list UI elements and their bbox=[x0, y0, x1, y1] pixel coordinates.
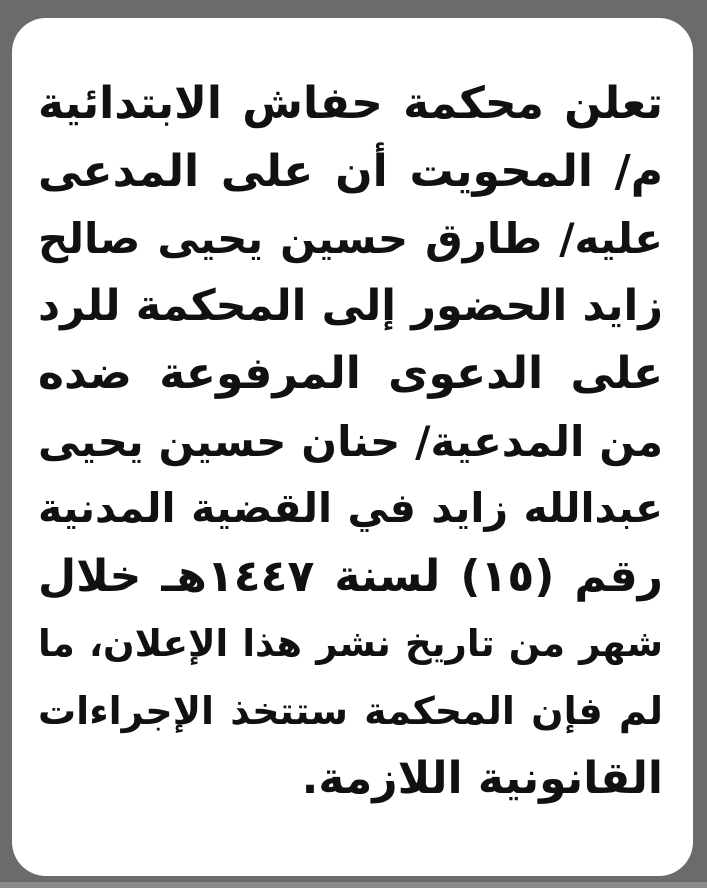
notice-card bbox=[12, 18, 693, 876]
notice-line: تعلن محكمة حفاش الابتدائية bbox=[38, 78, 663, 129]
notice-text bbox=[38, 70, 663, 813]
notice-line-final: القانونية اللازمة. bbox=[301, 753, 663, 804]
notice-line: عبدالله زايد في القضية المدنية bbox=[38, 484, 663, 532]
notice-line: لم فإن المحكمة ستتخذ الإجراءات bbox=[38, 688, 663, 733]
notice-line: م/ المحويت أن على المدعى bbox=[38, 145, 663, 197]
bottom-border bbox=[0, 882, 707, 888]
notice-line: زايد الحضور إلى المحكمة للرد bbox=[38, 280, 663, 331]
notice-line: رقم (١٥) لسنة ١٤٤٧هـ خلال bbox=[38, 550, 664, 602]
notice-line: من المدعية/ حنان حسين يحيى bbox=[38, 416, 663, 466]
notice-line: شهر من تاريخ نشر هذا الإعلان، ما bbox=[38, 622, 663, 665]
notice-line: عليه/ طارق حسين يحيى صالح bbox=[38, 214, 663, 263]
notice-line: على الدعوى المرفوعة ضده bbox=[38, 348, 663, 399]
